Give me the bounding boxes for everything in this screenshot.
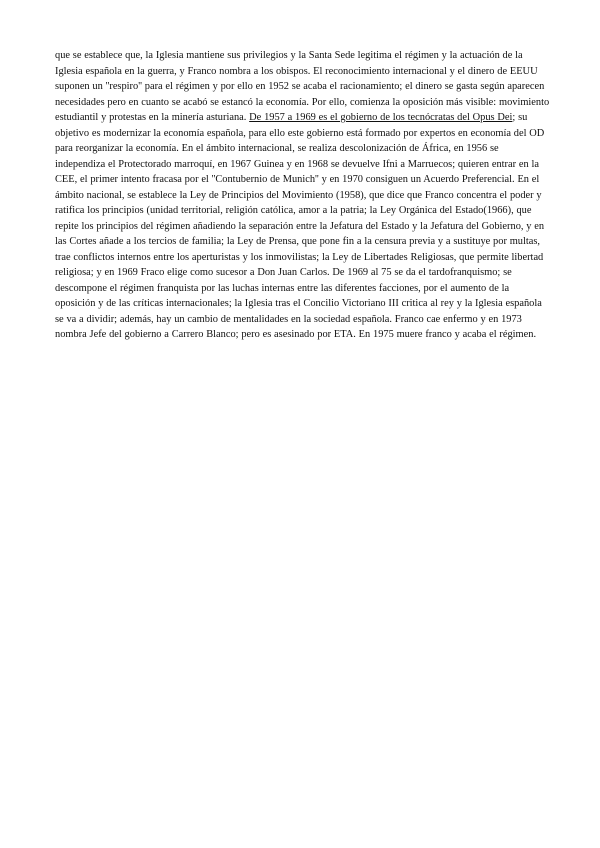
paragraph-text-part-2: ; su objetivo es modernizar la economía española, para ello este gobierno está formado por expertos en economía del OD para reorganizar la economía. En el ámbito internacional, se realiza descolonización de África, en 1956 se independiza el Protectorado marroquí, en 1967 Guinea y en 1968 se devuelve Ifni a Marruecos; quieren entrar en la CEE, el primer intento fracasa por el ''Contubernio de Munich'' y en 1970 consiguen un Acuerdo Preferencial. En el ámbito nacional, se establece la Ley de Principios del Movimiento (1958), que dice que Franco concentra el poder y ratifica los principios (unidad territorial, religión católica, amor a la patria; la Ley Orgánica del Estado(1966), que repite los principios del régimen añadiendo la separación entre la Jefatura del Estado y la Jefatura del Gobierno, y en las Cortes añade a los tercios de familia; la Ley de Prensa, que pone fin a la censura previa y a sustituye por multas, trae conflictos internos entre los aperturistas y los inmovilistas; la Ley de Libertades Religiosas, que permite libertad religiosa; y en 1969 Fraco elige como sucesor a Don Juan Carlos. De 1969 al 75 se da el tardofranquismo; se descompone el régimen franquista por las luchas internas entre las diferentes facciones, por el aumento de la oposición y de las críticas internacionales; la Iglesia tras el Concilio Victoriano III critica al rey y la Iglesia española se va a dividir; además, hay un cambio de mentalidades en la sociedad española. Franco cae enfermo y en 1973 nombra Jefe del gobierno a Carrero Blanco; pero es asesinado por ETA. En 1975 muere franco y acaba el régimen. (55, 112, 545, 340)
underlined-heading-text: De 1957 a 1969 es el gobierno de los tecnócratas del Opus Dei (249, 112, 513, 123)
body-text-block (55, 48, 551, 343)
body-paragraph (55, 48, 551, 343)
paragraph-text-part-1: que se establece que, la Iglesia mantiene sus privilegios y la Santa Sede legitima el régimen y la actuación de la Iglesia española en la guerra, y Franco nombra a los obispos. El reconocimiento internacional y el dinero de EEUU suponen un ''respiro'' para el régimen y por ello en 1952 se acaba el racionamiento; el dinero se gasta según aparecen necesidades pero en cuanto se acabó se estancó la economía. Por ello, comienza la oposición más visible: movimiento estudiantil y protestas en la minería asturiana. (55, 50, 550, 123)
